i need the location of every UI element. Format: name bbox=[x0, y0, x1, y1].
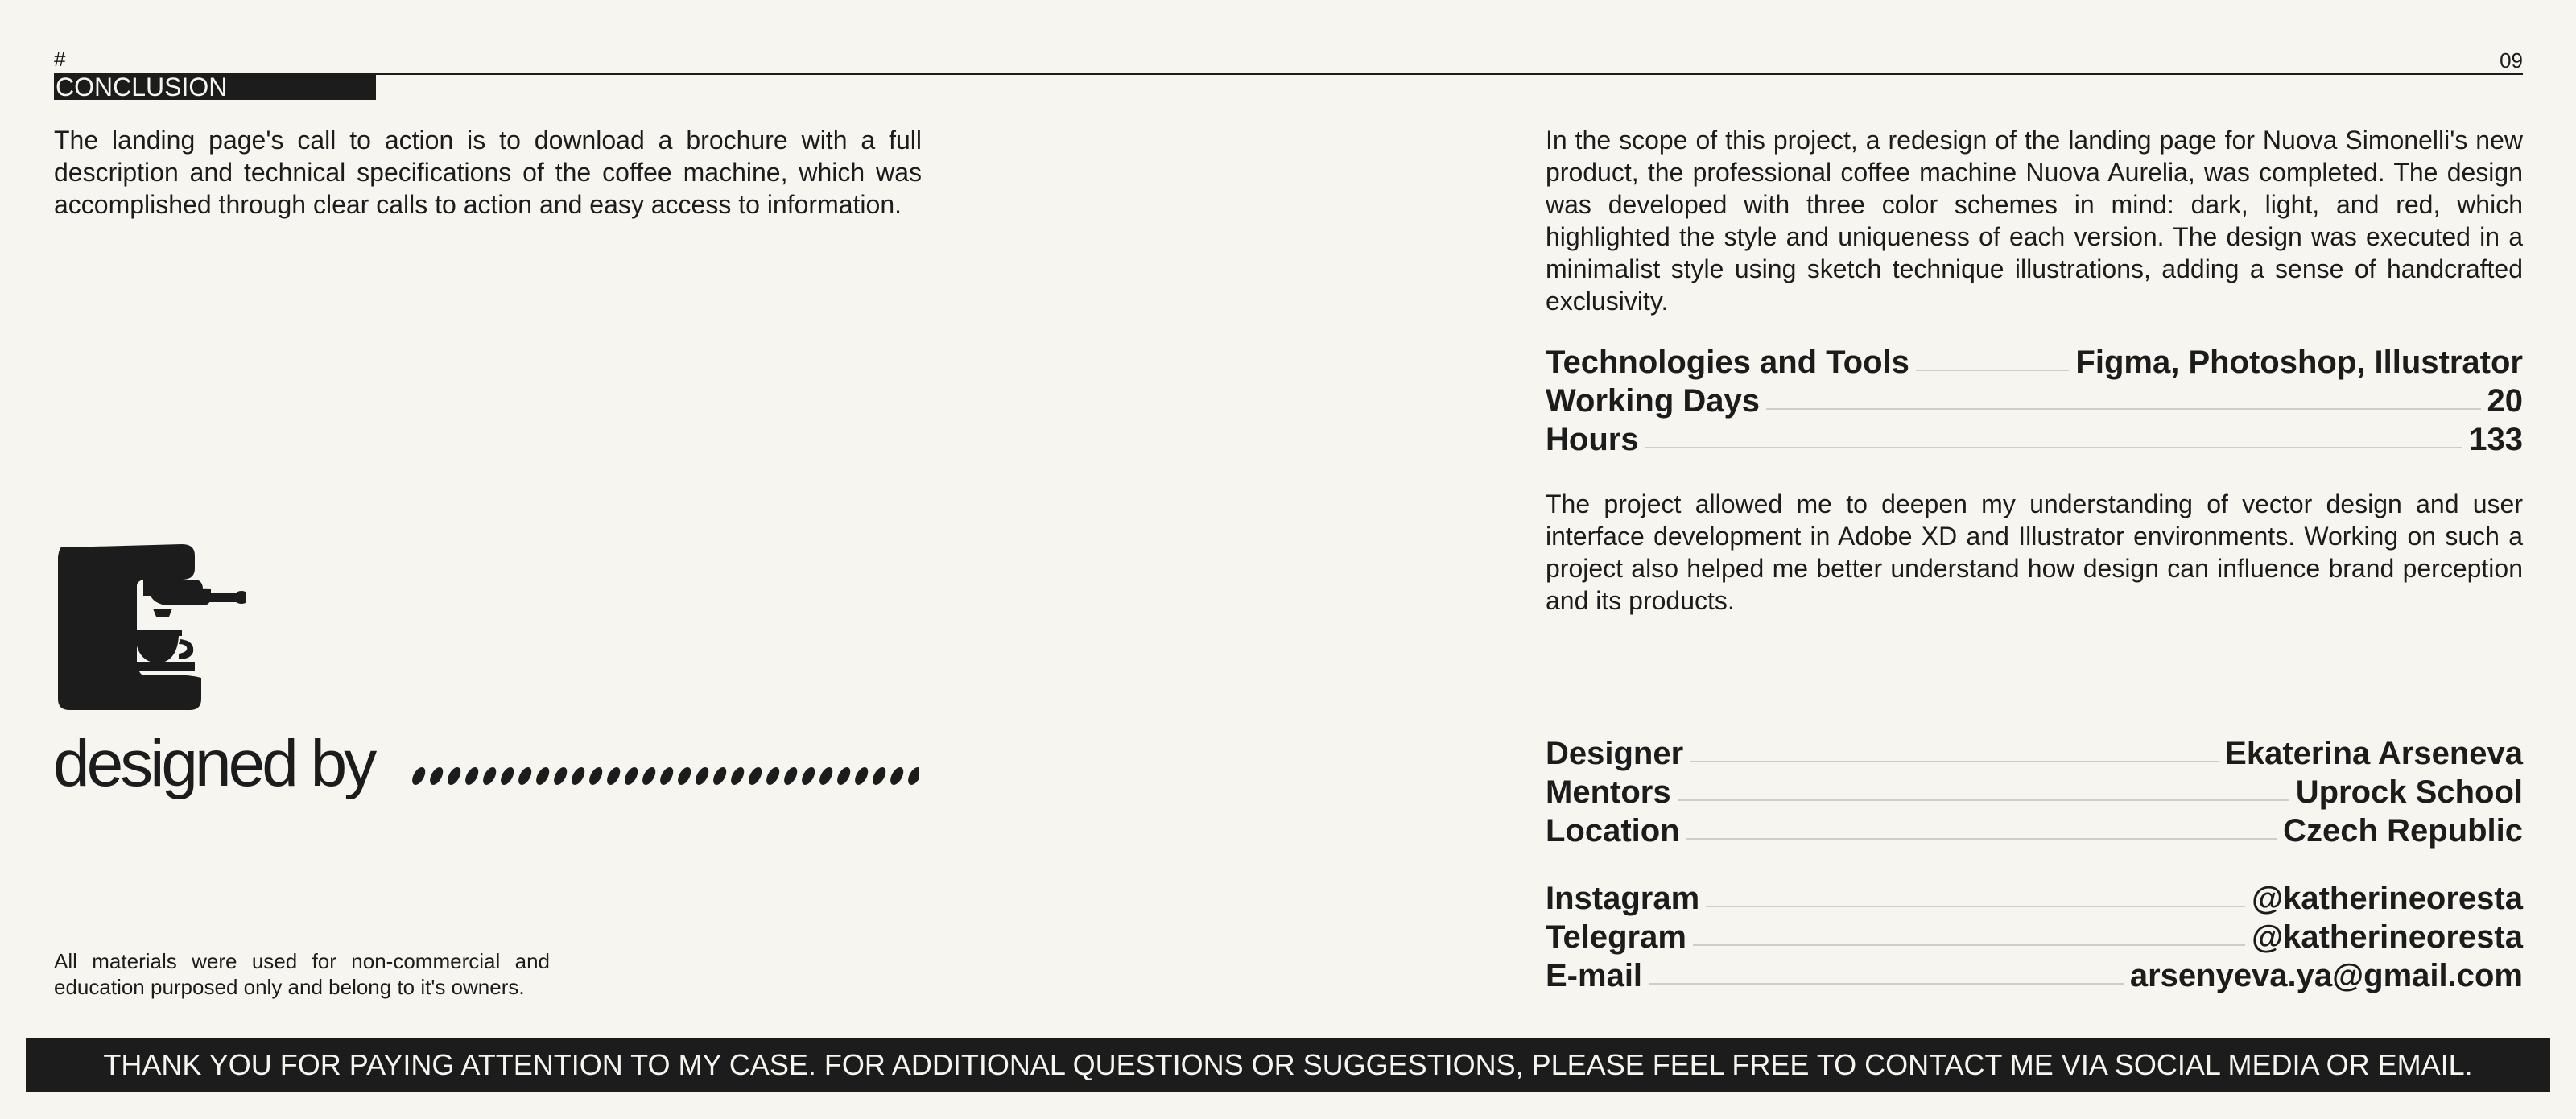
contact-row-email bbox=[1546, 958, 2523, 997]
team-label: Designer bbox=[1546, 736, 1684, 771]
spec-value: 133 bbox=[2469, 422, 2523, 457]
team-value: Czech Republic bbox=[2283, 813, 2523, 849]
leader-line bbox=[1693, 944, 2245, 946]
contact-row-telegram bbox=[1546, 919, 2523, 958]
team-value: Ekaterina Arseneva bbox=[2225, 736, 2523, 771]
leader-line bbox=[1686, 838, 2277, 840]
disclaimer-note: All materials were used for non-commercial and education purposed only and belong to it's owners. bbox=[54, 949, 550, 999]
team-value: Uprock School bbox=[2295, 774, 2523, 810]
spec-label: Technologies and Tools bbox=[1546, 345, 1909, 380]
contact-row-instagram bbox=[1546, 881, 2523, 919]
intro-paragraph: The landing page's call to action is to download a brochure with a full description and technical specifications of the coffee machine, which was accomplished through clear calls to action and easy access to information. bbox=[54, 126, 922, 219]
leader-line bbox=[1645, 447, 2463, 448]
page-number: 09 bbox=[2500, 48, 2523, 72]
leader-line bbox=[1766, 408, 2481, 410]
spec-row-hours bbox=[1546, 422, 2523, 460]
contact-label: Telegram bbox=[1546, 919, 1686, 955]
summary-paragraph: In the scope of this project, a redesign of the landing page for Nuova Simonelli's new product, the professional coffee machine Nuova Aurelia, was completed. The design was developed with three color schemes in mind: dark, light, and red, which highlighted the style and uniqueness of each version. The design was executed in a minimalist style using sketch technique illustrations, adding a sense of handcrafted exclusivity. bbox=[1546, 126, 2523, 316]
spec-label: Working Days bbox=[1546, 383, 1760, 419]
team-row-mentors bbox=[1546, 774, 2523, 813]
hash-mark: # bbox=[54, 47, 66, 71]
signature-scribble bbox=[407, 763, 919, 789]
contact-label: E-mail bbox=[1546, 958, 1643, 993]
team-row-designer bbox=[1546, 736, 2523, 774]
thank-you-banner: THANK YOU FOR PAYING ATTENTION TO MY CASE. FOR ADDITIONAL QUESTIONS OR SUGGESTIONS, PLEASE FEEL FREE TO CONTACT ME VIA SOCIAL MEDIA OR EMAIL. bbox=[26, 1038, 2550, 1092]
spec-value: 20 bbox=[2487, 383, 2523, 419]
leader-line bbox=[1678, 799, 2289, 801]
spec-label: Hours bbox=[1546, 422, 1639, 457]
team-info bbox=[1546, 736, 2523, 852]
coffee-machine-icon bbox=[53, 541, 246, 715]
section-label: CONCLUSION bbox=[54, 74, 376, 100]
team-label: Location bbox=[1546, 813, 1680, 849]
leader-line bbox=[1706, 906, 2245, 907]
leader-line bbox=[1916, 370, 2070, 371]
email-address: arsenyeva.ya@gmail.com bbox=[2129, 958, 2523, 993]
leader-line bbox=[1649, 983, 2124, 985]
team-label: Mentors bbox=[1546, 774, 1671, 810]
reflection-paragraph: The project allowed me to deepen my understanding of vector design and user interface development in Adobe XD and Illustrator environments. Working on such a project also helped me better understand how design can influence brand perception and its products. bbox=[1546, 489, 2523, 615]
project-specs bbox=[1546, 345, 2523, 460]
top-divider bbox=[54, 73, 2523, 75]
designed-by-caption: designed by bbox=[53, 727, 374, 800]
telegram-handle: @katherineoresta bbox=[2252, 919, 2523, 955]
team-row-location bbox=[1546, 813, 2523, 852]
instagram-handle: @katherineoresta bbox=[2252, 881, 2523, 916]
spec-value: Figma, Photoshop, Illustrator bbox=[2075, 345, 2523, 380]
contact-info bbox=[1546, 881, 2523, 997]
leader-line bbox=[1690, 761, 2219, 762]
spec-row-tools bbox=[1546, 345, 2523, 383]
contact-label: Instagram bbox=[1546, 881, 1700, 916]
spec-row-working-days bbox=[1546, 383, 2523, 422]
